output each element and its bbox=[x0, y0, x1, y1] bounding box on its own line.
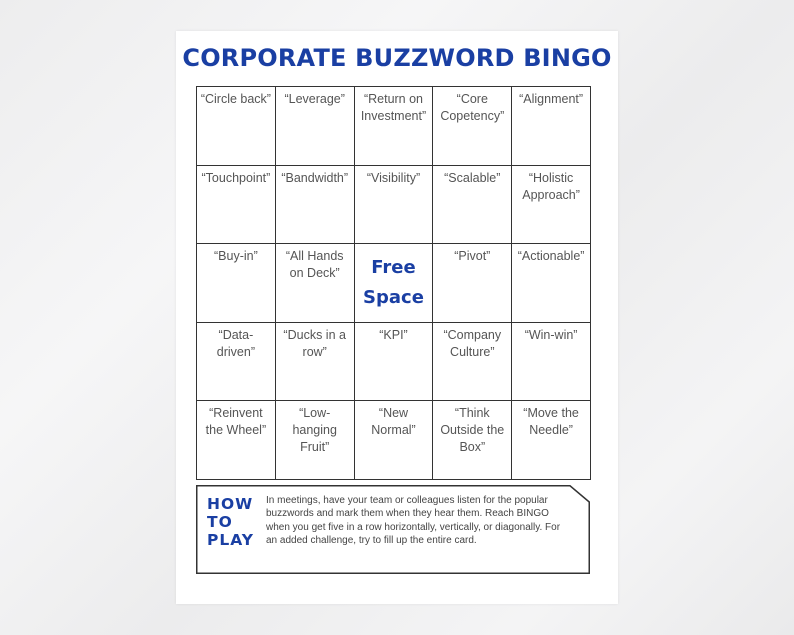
how-to-play-title-line: TO bbox=[207, 513, 233, 531]
grid-row bbox=[197, 165, 591, 244]
bingo-cell: “Circle back” bbox=[197, 87, 276, 166]
bingo-cell: “Think Outside the Box” bbox=[433, 401, 512, 480]
grid-row bbox=[197, 322, 591, 401]
bingo-cell: “Win-win” bbox=[512, 322, 591, 401]
how-to-play-instructions: In meetings, have your team or colleagues listen for the popular buzzwords and mark them when they hear them. Reach BINGO when you get five in a row horizontally, vertically, or diagonally. For an added challenge, try to fill up the entire card. bbox=[266, 495, 561, 547]
bingo-cell: “Alignment” bbox=[512, 87, 591, 166]
bingo-cell: “Visibility” bbox=[354, 165, 433, 244]
bingo-cell: “Reinvent the Wheel” bbox=[197, 401, 276, 480]
bingo-cell: “Touchpoint” bbox=[197, 165, 276, 244]
bingo-cell: “Actionable” bbox=[512, 244, 591, 323]
how-to-play-title-line: PLAY bbox=[207, 531, 254, 549]
bingo-cell: “Core Copetency” bbox=[433, 87, 512, 166]
bingo-cell: “Move the Needle” bbox=[512, 401, 591, 480]
bingo-cell: “All Hands on Deck” bbox=[275, 244, 354, 323]
bingo-cell: “KPI” bbox=[354, 322, 433, 401]
grid-row bbox=[197, 401, 591, 480]
bingo-cell: “Pivot” bbox=[433, 244, 512, 323]
how-to-play-title bbox=[207, 495, 257, 549]
how-to-play-title-line: HOW bbox=[207, 495, 254, 513]
grid-row bbox=[197, 244, 591, 323]
bingo-cell: “Return on Investment” bbox=[354, 87, 433, 166]
bingo-cell: “Scalable” bbox=[433, 165, 512, 244]
bingo-cell: “Company Culture” bbox=[433, 322, 512, 401]
bingo-cell: “Buy-in” bbox=[197, 244, 276, 323]
free-space-cell bbox=[354, 244, 433, 323]
bingo-grid bbox=[196, 86, 591, 480]
bingo-cell: “Ducks in a row” bbox=[275, 322, 354, 401]
bingo-cell: “New Normal” bbox=[354, 401, 433, 480]
bingo-cell: “Bandwidth” bbox=[275, 165, 354, 244]
page-title: CORPORATE BUZZWORD BINGO bbox=[182, 44, 612, 72]
grid-row bbox=[197, 87, 591, 166]
free-space-label: Free Space bbox=[363, 256, 424, 308]
bingo-cell: “Holistic Approach” bbox=[512, 165, 591, 244]
bingo-cell: “Low-hanging Fruit” bbox=[275, 401, 354, 480]
how-to-play-box bbox=[196, 485, 590, 574]
bingo-cell: “Data-driven” bbox=[197, 322, 276, 401]
bingo-cell: “Leverage” bbox=[275, 87, 354, 166]
